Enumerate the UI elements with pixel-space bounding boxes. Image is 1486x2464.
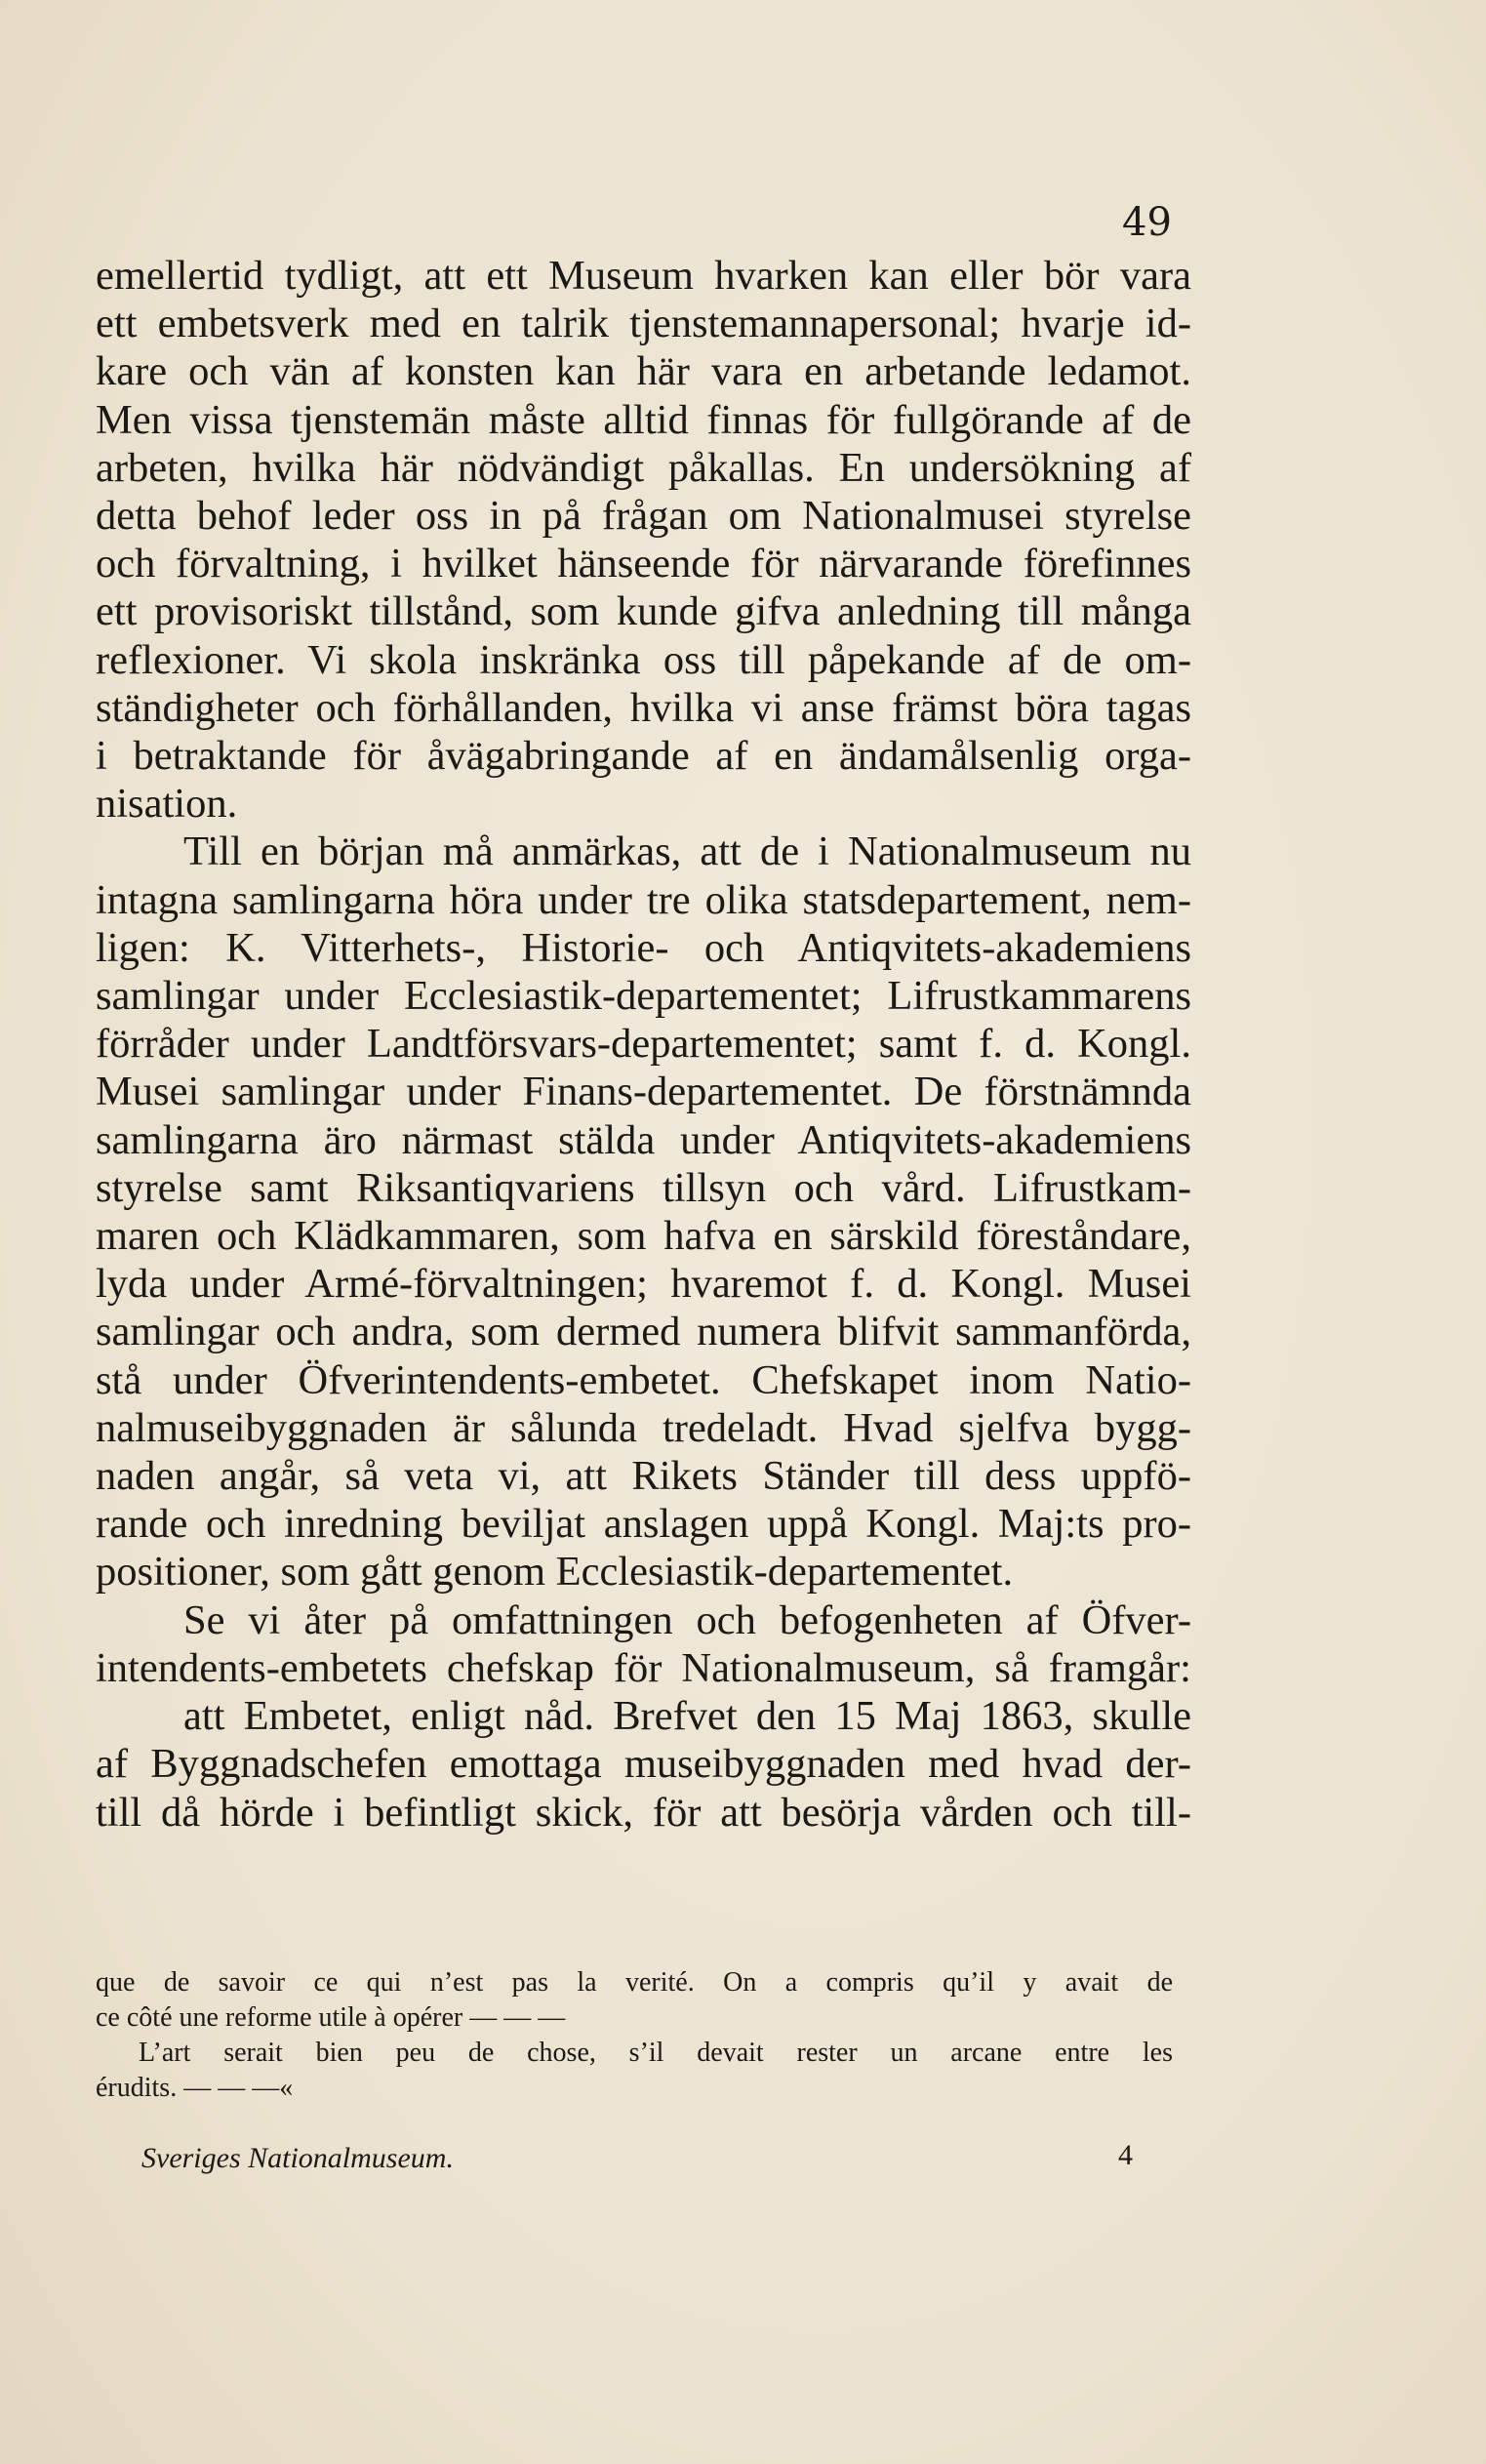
sheet-number: 4	[1118, 2139, 1133, 2171]
text-line: nisation.	[96, 781, 238, 828]
text-line: arbeten, hvilka här nödvändigt påkallas. En undersökning af	[96, 444, 1191, 491]
text-line: reflexioner. Vi skola inskränka oss till påpekande af de om-	[96, 636, 1191, 683]
text-line: och förvaltning, i hvilket hänseende för närvarande förefinnes	[96, 541, 1191, 587]
footnotes	[96, 1965, 1173, 2106]
text-line: emellertid tydligt, att ett Museum hvarken kan eller bör vara	[96, 253, 1191, 299]
text-line: stå under Öfverintendents-embetet. Chefskapet inom Natio-	[96, 1356, 1191, 1403]
text-line: ständigheter och förhållanden, hvilka vi anse främst böra tagas	[96, 684, 1191, 731]
text-line: intagna samlingarna höra under tre olika statsdepartement, nem-	[96, 876, 1191, 923]
text-line: samlingarna äro närmast stälda under Antiqvitets-akademiens	[96, 1116, 1191, 1163]
text-line: nalmuseibyggnaden är sålunda tredeladt. Hvad sjelfva bygg-	[96, 1404, 1191, 1451]
text-line: i betraktande för åvägabringande af en ändamålsenlig orga-	[96, 733, 1191, 780]
footnote-line: érudits. — — —«	[96, 2073, 294, 2103]
text-line: naden angår, så veta vi, att Rikets Ständer till dess uppfö-	[96, 1453, 1191, 1500]
text-line: till då hörde i befintligt skick, för att besörja vården och till-	[96, 1789, 1191, 1836]
text-line: styrelse samt Riksantiqvariens tillsyn och vård. Lifrustkam-	[96, 1164, 1191, 1211]
footnote-line: ce côté une reforme utile à opérer — — —	[96, 2002, 566, 2033]
text-line: Se vi åter på omfattningen och befogenheten af Öfver-	[183, 1596, 1191, 1643]
text-line: Till en början må anmärkas, att de i Nationalmuseum nu	[183, 828, 1191, 875]
signature-title: Sveriges Nationalmuseum.	[141, 2142, 454, 2174]
text-line: kare och vän af konsten kan här vara en arbetande ledamot.	[96, 348, 1191, 395]
text-line: Men vissa tjenstemän måste alltid finnas för fullgörande af de	[96, 396, 1191, 443]
text-line: positioner, som gått genom Ecclesiastik-departementet.	[96, 1549, 1014, 1596]
text-line: lyda under Armé-förvaltningen; hvaremot f. d. Kongl. Musei	[96, 1261, 1191, 1308]
text-line: Musei samlingar under Finans-departementet. De förstnämnda	[96, 1069, 1191, 1115]
text-line: att Embetet, enligt nåd. Brefvet den 15 Maj 1863, skulle	[183, 1693, 1191, 1740]
text-line: samlingar och andra, som dermed numera blifvit sammanförda,	[96, 1309, 1191, 1355]
text-line: intendents-embetets chefskap för Nationalmuseum, så framgår:	[96, 1644, 1191, 1691]
text-line: detta behof leder oss in på frågan om Nationalmusei styrelse	[96, 493, 1191, 540]
footnote-line: L’art serait bien peu de chose, s’il devait rester un arcane entre les	[139, 2038, 1173, 2068]
text-line: samlingar under Ecclesiastik-departementet; Lifrustkammarens	[96, 973, 1191, 1020]
text-line: förråder under Landtförsvars-departementet; samt f. d. Kongl.	[96, 1021, 1191, 1068]
page-number: 49	[1122, 200, 1172, 245]
text-line: ett provisoriskt tillstånd, som kunde gifva anledning till många	[96, 588, 1191, 635]
text-line: ett embetsverk med en talrik tjenstemannapersonal; hvarje id-	[96, 301, 1191, 347]
footnote-line: que de savoir ce qui n’est pas la verité. On a compris qu’il y avait de	[96, 1967, 1173, 1998]
body-text	[96, 252, 1191, 1837]
text-line: ligen: K. Vitterhets-, Historie- och Antiqvitets-akademiens	[96, 924, 1191, 971]
text-line: rande och inredning beviljat anslagen uppå Kongl. Maj:ts pro-	[96, 1501, 1191, 1548]
text-line: af Byggnadschefen emottaga museibyggnaden med hvad der-	[96, 1741, 1191, 1788]
text-line: maren och Klädkammaren, som hafva en särskild föreståndare,	[96, 1213, 1191, 1260]
